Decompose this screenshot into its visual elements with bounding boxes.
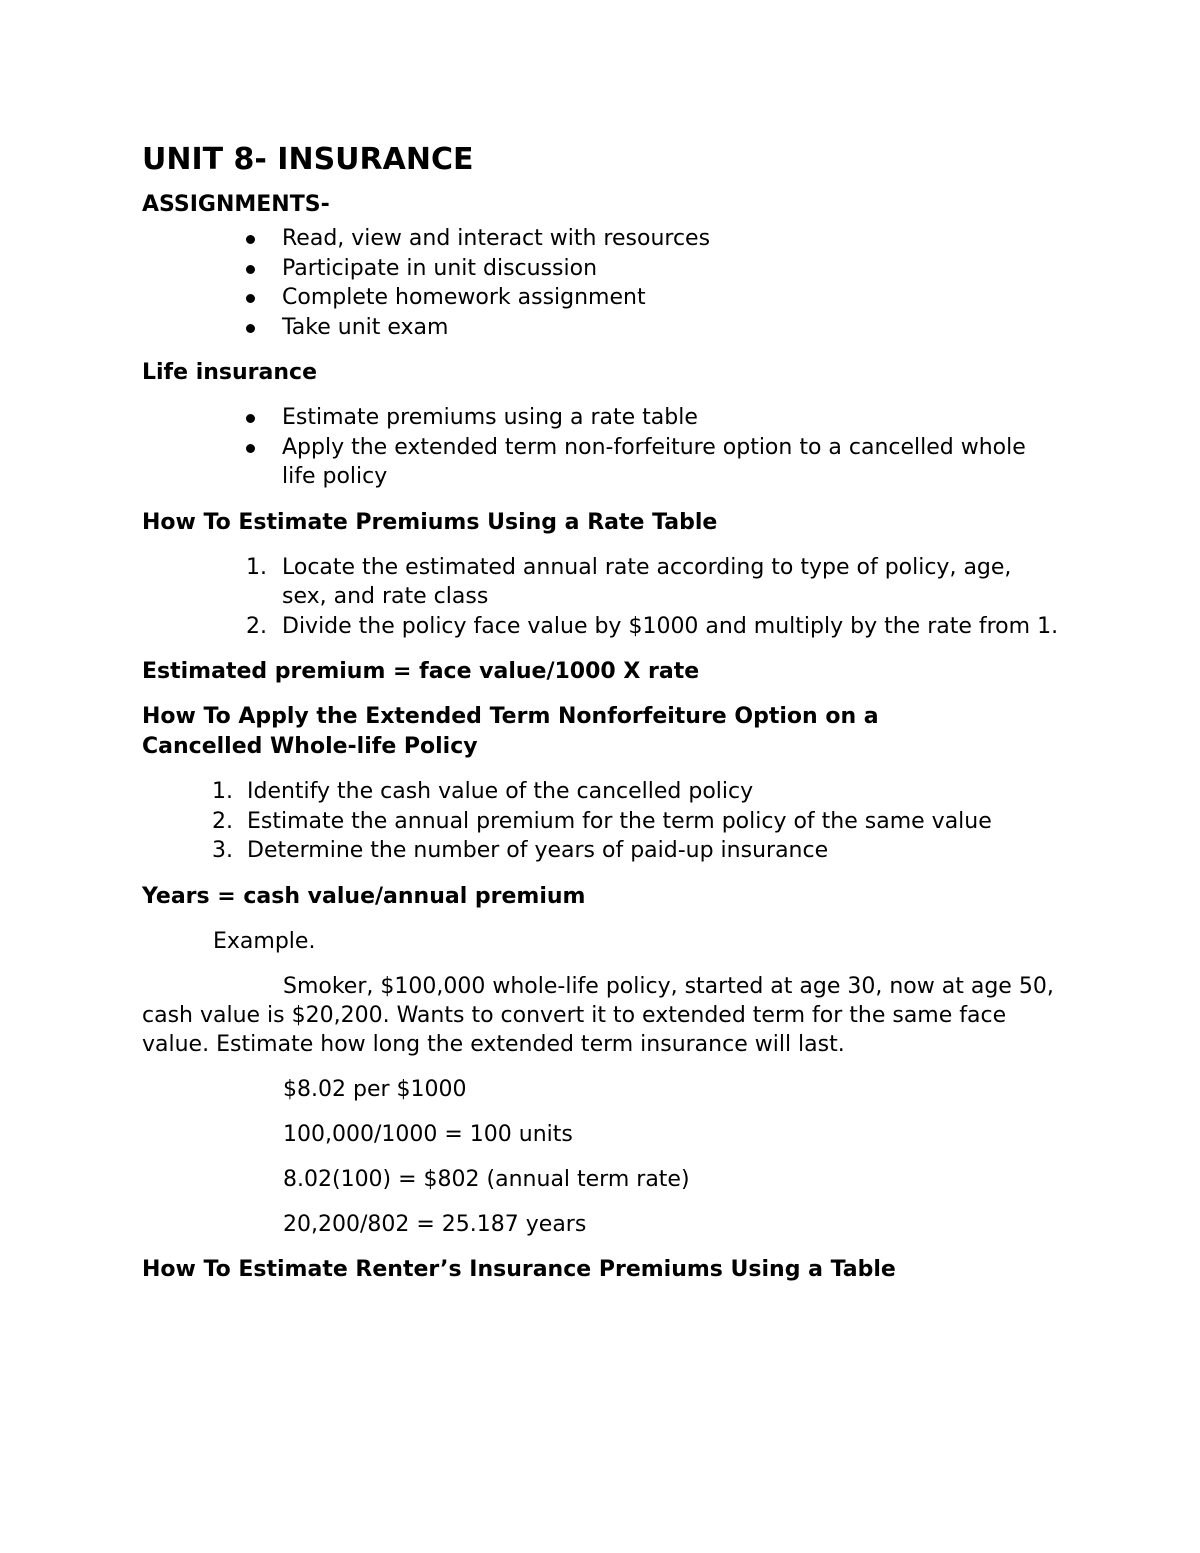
example-text: Smoker, $100,000 whole-life policy, started at age 30, now at age 50, cash value is $20,200. Wants to convert it to extended term for the same face value. Estimate how long the extended term insurance will last. <box>142 973 1054 1057</box>
extended-term-steps <box>142 777 1062 866</box>
document-page <box>142 140 1062 1300</box>
calculation-line: 8.02(100) = $802 (annual term rate) <box>283 1166 690 1192</box>
list-item: Read, view and interact with resources <box>282 224 1062 254</box>
page-title: UNIT 8- INSURANCE <box>142 142 474 177</box>
list-item: Estimate premiums using a rate table <box>282 403 1062 433</box>
bullet-icon <box>246 265 255 274</box>
step-number: 2. <box>246 613 267 639</box>
calculation-line: 20,200/802 = 25.187 years <box>283 1211 587 1237</box>
step-number: 1. <box>212 779 233 804</box>
list-item: Take unit exam <box>282 313 1062 343</box>
list-item: Apply the extended term non-forfeiture option to a cancelled whole life policy <box>282 433 1062 492</box>
assignments-list <box>142 224 1062 342</box>
list-item: 3. Determine the number of years of paid-up insurance <box>142 836 1062 866</box>
bullet-icon <box>246 324 255 333</box>
list-item: Complete homework assignment <box>282 283 1062 313</box>
bullet-icon <box>246 235 255 244</box>
step-number: 2. <box>212 808 233 834</box>
example-label: Example. <box>213 928 316 954</box>
bullet-icon <box>246 294 255 303</box>
bullet-icon <box>246 444 255 453</box>
list-item: 1. Locate the estimated annual rate according to type of policy, age, sex, and rate class <box>246 554 1012 609</box>
life-insurance-list <box>142 403 1062 492</box>
list-item: 1. Identify the cash value of the cancelled policy <box>142 777 1062 807</box>
step-number: 3. <box>212 838 233 863</box>
life-insurance-heading: Life insurance <box>142 360 317 385</box>
list-item: Participate in unit discussion <box>282 254 1062 284</box>
calculation-line: $8.02 per $1000 <box>283 1076 467 1102</box>
premium-formula: Estimated premium = face value/1000 X rate <box>142 659 700 684</box>
renters-heading: How To Estimate Renter’s Insurance Premiums Using a Table <box>142 1256 896 1282</box>
calculation-line: 100,000/1000 = 100 units <box>283 1121 573 1147</box>
assignments-heading: ASSIGNMENTS- <box>142 192 330 217</box>
bullet-icon <box>246 414 255 423</box>
extended-term-heading: How To Apply the Extended Term Nonforfeiture Option on a Cancelled Whole-life Policy <box>142 704 879 759</box>
estimate-premiums-steps <box>142 553 1062 642</box>
step-number: 1. <box>246 554 267 580</box>
list-item: 2. Estimate the annual premium for the term policy of the same value <box>142 807 1062 837</box>
estimate-premiums-heading: How To Estimate Premiums Using a Rate Table <box>142 509 718 535</box>
list-item: 2. Divide the policy face value by $1000 and multiply by the rate from 1. <box>142 612 1062 642</box>
years-formula: Years = cash value/annual premium <box>142 883 586 909</box>
